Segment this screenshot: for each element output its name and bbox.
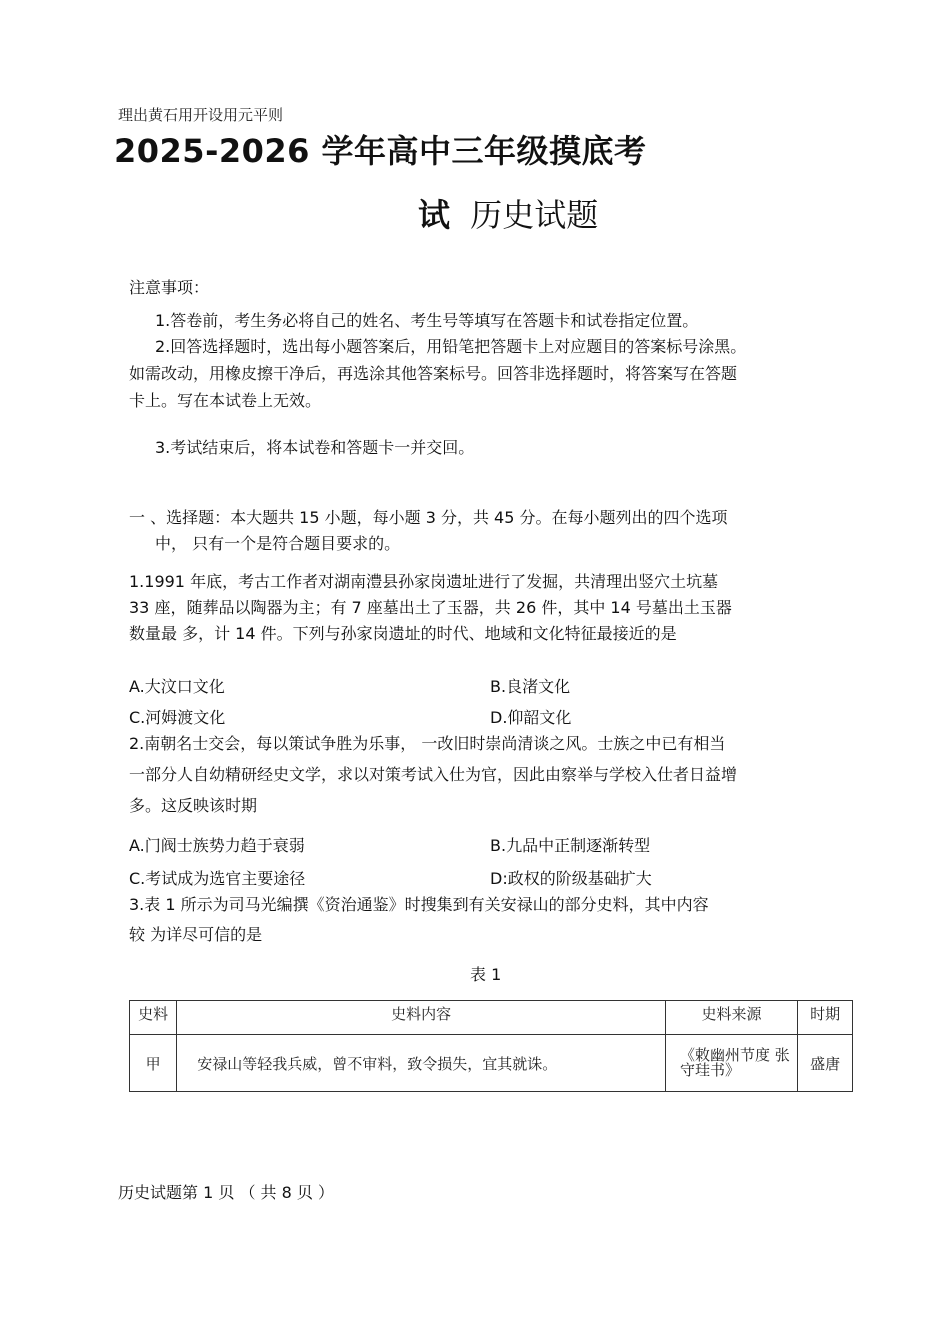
table-header-row <box>130 1001 853 1035</box>
question-1-option-c: C.河姆渡文化 <box>129 708 226 727</box>
question-2-line-1: 2.南朝名士交会，每以策试争胜为乐事， 一改旧时崇尚清谈之风。士族之中已有相当 <box>129 734 726 753</box>
question-3-line-1: 3.表 1 所示为司马光编撰《资治通鉴》时搜集到有关安禄山的部分史料，其中内容 <box>129 895 709 914</box>
subtitle-bold-char: 试 <box>418 196 451 234</box>
question-2-line-3: 多。这反映该时期 <box>129 796 258 815</box>
notice-item-2-line-2: 如需改动，用橡皮擦干净后，再选涂其他答案标号。回答非选择题时，将答案写在答题 <box>129 364 738 383</box>
question-2-line-2: 一部分人自幼精研经史文学，求以对策考试入仕为官，因此由察举与学校入仕者日益增 <box>129 765 738 784</box>
table-row <box>130 1035 853 1092</box>
exam-title: 2025-2026 学年高中三年级摸底考 <box>114 132 647 170</box>
section-1-line-1: 一 、选择题：本大题共 15 小题，每小题 3 分，共 45 分。在每小题列出的四个选项 <box>129 508 728 527</box>
notice-item-2-line-3: 卡上。写在本试卷上无效。 <box>129 391 322 410</box>
question-1-line-1: 1.1991 年底，考古工作者对湖南澧县孙家岗遗址进行了发掘，共清理出竖穴土坑墓 <box>129 572 719 591</box>
page-footer: 历史试题第 1 贝 （ 共 8 贝 ） <box>118 1183 334 1202</box>
notice-item-2-line-1: 2.回答选择题时，选出每小题答案后，用铅笔把答题卡上对应题目的答案标号涂黑。 <box>155 337 747 356</box>
exam-subtitle <box>418 190 598 236</box>
table-caption: 表 1 <box>470 965 502 984</box>
source-table <box>129 1000 853 1092</box>
table-cell-period: 盛唐 <box>798 1035 853 1092</box>
watermark-text: 理出黄石用开设用元平则 <box>118 106 284 124</box>
question-1-option-b: B.良渚文化 <box>490 677 571 696</box>
question-2-option-d: D:政权的阶级基础扩大 <box>490 869 652 888</box>
notice-item-3: 3.考试结束后，将本试卷和答题卡一并交回。 <box>155 438 475 457</box>
subtitle-text: 历史试题 <box>470 196 599 234</box>
question-2-option-c: C.考试成为选官主要途径 <box>129 869 306 888</box>
table-header-cell: 时期 <box>798 1001 853 1035</box>
question-1-option-d: D.仰韶文化 <box>490 708 572 727</box>
question-1-option-a: A.大汶口文化 <box>129 677 225 696</box>
question-2-option-b: B.九品中正制逐渐转型 <box>490 836 651 855</box>
question-2-option-a: A.门阀士族势力趋于衰弱 <box>129 836 305 855</box>
question-1-line-2: 33 座，随葬品以陶器为主；有 7 座墓出土了玉器，共 26 件，其中 14 号墓出土玉器 <box>129 598 732 617</box>
table-cell-label: 甲 <box>130 1035 177 1092</box>
notice-heading: 注意事项： <box>129 278 210 297</box>
table-header-cell: 史料内容 <box>177 1001 666 1035</box>
table-cell-content: 安禄山等轻我兵威，曾不审料，致令损失，宜其就诛。 <box>177 1035 666 1092</box>
question-3-line-2: 较 为详尽可信的是 <box>129 925 263 944</box>
table-header-cell: 史料 <box>130 1001 177 1035</box>
table-header-cell: 史料来源 <box>665 1001 797 1035</box>
notice-item-1: 1.答卷前，考生务必将自己的姓名、考生号等填写在答题卡和试卷指定位置。 <box>155 311 699 330</box>
section-1-line-2: 中， 只有一个是符合题目要求的。 <box>155 534 401 553</box>
question-1-line-3: 数量最 多，计 14 件。下列与孙家岗遗址的时代、地域和文化特征最接近的是 <box>129 624 677 643</box>
table-cell-source: 《敕幽州节度 张守珪书》 <box>665 1035 797 1092</box>
